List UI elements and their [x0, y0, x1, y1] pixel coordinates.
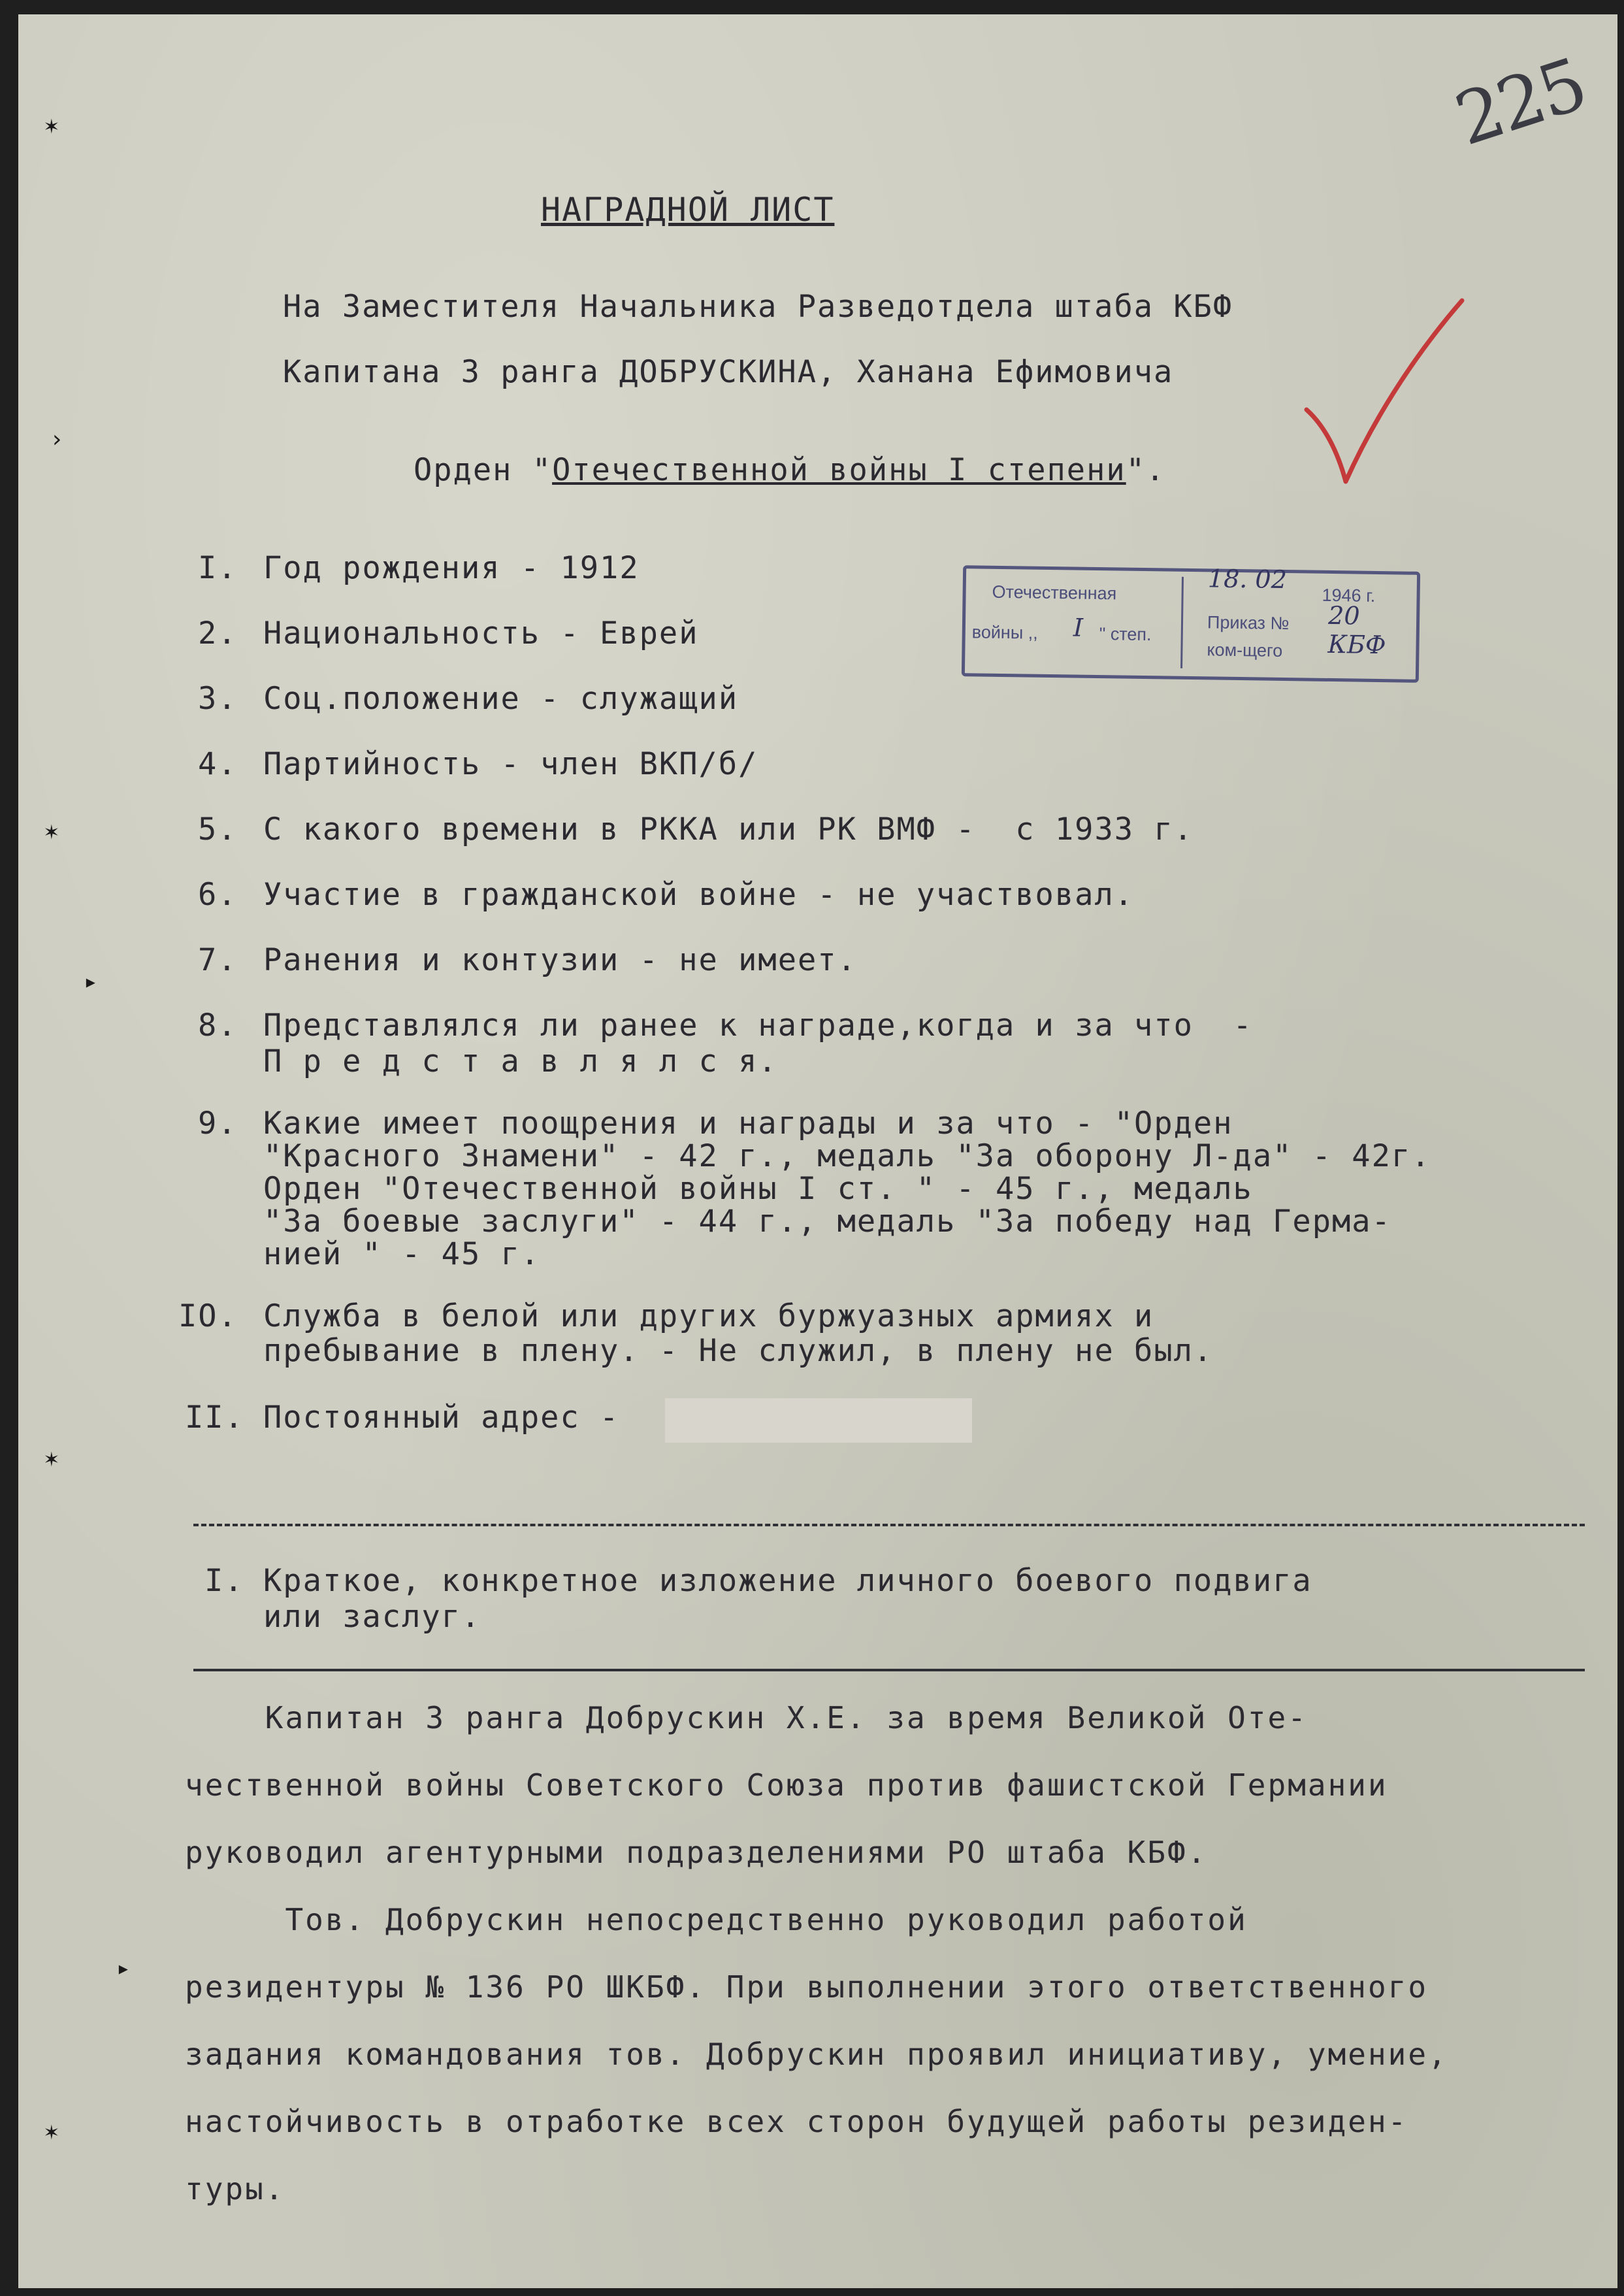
- stamp-issuer-label: ком-щего: [1207, 640, 1283, 661]
- item-text: "За боевые заслуги" - 44 г., медаль "За победу над Герма-: [263, 1204, 1391, 1239]
- stamp-award-type: Отечественная: [992, 582, 1117, 604]
- redacted-address: [665, 1398, 972, 1443]
- item-text: Партийность - член ВКП/б/: [263, 746, 758, 782]
- header-position-line: На Заместителя Начальника Разведотдела штаба КБФ: [283, 289, 1233, 325]
- item-text: Участие в гражданской войне - не участвовал.: [263, 877, 1135, 913]
- item-num: IO.: [178, 1298, 238, 1334]
- narrative-line: задания командования тов. Добрускин проявил инициативу, умение,: [185, 2037, 1448, 2072]
- item-text: Служба в белой или других буржуазных армиях и: [263, 1298, 1154, 1334]
- item-num: 5.: [198, 812, 238, 847]
- binding-hole-mark: ✶: [44, 1445, 59, 1472]
- stamp-divider: [1180, 577, 1184, 668]
- item-num: 9.: [198, 1106, 238, 1141]
- handwritten-page-number: 225: [1446, 42, 1595, 162]
- award-suffix: ".: [1126, 452, 1166, 488]
- item-text: Год рождения - 1912: [263, 550, 640, 586]
- item-num: 3.: [198, 681, 238, 717]
- item-num: 8.: [198, 1008, 238, 1043]
- item-text: нией " - 45 г.: [263, 1236, 541, 1272]
- red-check-mark-icon: [1299, 295, 1469, 491]
- section-rule: [193, 1669, 1585, 1671]
- dashed-separator: [193, 1524, 1585, 1526]
- award-line: [414, 452, 1165, 488]
- item-text: Ранения и контузии - не имеет.: [263, 942, 857, 978]
- award-sheet-page: [18, 14, 1617, 2288]
- header-name-line: Капитана 3 ранга ДОБРУСКИНА, Ханана Ефимовича: [283, 354, 1174, 390]
- narrative-line: настойчивость в отработке всех сторон будущей работы резиден-: [185, 2104, 1408, 2139]
- item-text: Какие имеет поощрения и награды и за что - "Орден: [263, 1106, 1233, 1141]
- binding-hole-mark: ✶: [44, 2118, 59, 2145]
- stamp-war-label: войны ,,: [971, 622, 1038, 643]
- award-prefix: Орден ": [414, 452, 553, 488]
- stamp-issuer-handwritten: КБФ: [1327, 629, 1386, 660]
- stamp-degree-value: I: [1073, 613, 1084, 642]
- stamp-year: 1946 г.: [1322, 585, 1376, 606]
- binding-hole-mark: ✶: [44, 112, 59, 139]
- narrative-line: туры.: [185, 2171, 285, 2206]
- item-text: пребывание в плену. - Не служил, в плену не был.: [263, 1333, 1214, 1369]
- item-text: Постоянный адрес -: [263, 1400, 620, 1435]
- award-name: Отечественной войны I степени: [552, 452, 1126, 488]
- section-num: I.: [204, 1563, 244, 1599]
- stamp-degree-label: " степ.: [1099, 624, 1152, 645]
- award-registration-stamp: [962, 565, 1420, 683]
- binding-hole-mark: ✶: [44, 818, 59, 845]
- section-heading: Краткое, конкретное изложение личного боевого подвига: [263, 1563, 1312, 1599]
- narrative-line: Капитан 3 ранга Добрускин Х.Е. за время Великой Оте-: [185, 1700, 1308, 1735]
- stamp-order-label: Приказ №: [1207, 612, 1290, 634]
- item-num: 6.: [198, 877, 238, 913]
- item-num: 4.: [198, 746, 238, 782]
- narrative-line: резидентуры № 136 РО ШКБФ. При выполнении этого ответственного: [185, 1969, 1429, 2005]
- binding-hole-mark: ▸: [84, 968, 98, 995]
- item-num: 2.: [198, 615, 238, 651]
- item-num: I.: [198, 550, 238, 586]
- narrative-line: руководил агентурными подразделениями РО штаба КБФ.: [185, 1835, 1208, 1870]
- binding-hole-mark: ›: [50, 426, 64, 453]
- section-heading: или заслуг.: [263, 1599, 481, 1635]
- item-num: 7.: [198, 942, 238, 978]
- item-text: Соц.положение - служащий: [263, 681, 739, 717]
- narrative-line: Тов. Добрускин непосредственно руководил работой: [185, 1902, 1248, 1937]
- item-num: II.: [185, 1400, 244, 1435]
- item-text: Национальность - Еврей: [263, 615, 699, 651]
- binding-hole-mark: ▸: [116, 1955, 131, 1982]
- document-title: НАГРАДНОЙ ЛИСТ: [541, 191, 835, 229]
- item-text: Представлялся ли ранее к награде,когда и за что -: [263, 1008, 1253, 1043]
- stamp-date-handwritten: 18. 02: [1207, 564, 1288, 595]
- item-text: С какого времени в РККА или РК ВМФ - с 1933 г.: [263, 812, 1194, 847]
- narrative-line: чественной войны Советского Союза против фашистской Германии: [185, 1767, 1388, 1803]
- item-text: П р е д с т а в л я л с я.: [263, 1043, 778, 1079]
- item-text: "Красного Знамени" - 42 г., медаль "За оборону Л-да" - 42г.: [263, 1138, 1431, 1174]
- stamp-order-number: 20: [1327, 600, 1360, 631]
- item-text: Орден "Отечественной войны I ст. " - 45 г., медаль: [263, 1171, 1253, 1207]
